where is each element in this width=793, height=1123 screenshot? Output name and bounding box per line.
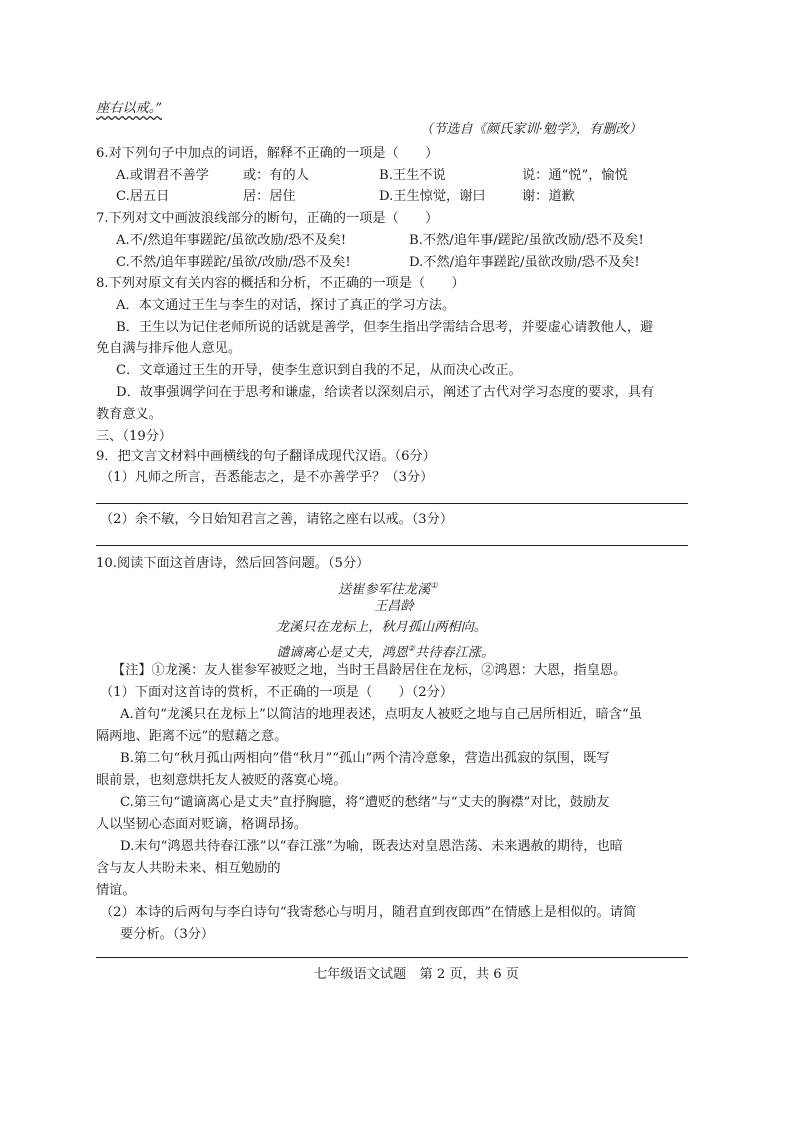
q10-sub2-line2: 要分析。（3分） [120, 927, 215, 942]
poem-title-text: 送崔参军往龙溪 [338, 582, 431, 598]
q8-option-b-line1: B．王生以为记住老师所说的话就是善学，但李生指出学需结合思考，并要虚心请教他人，避 [116, 320, 654, 335]
q7-option-c: C.不然/追年事蹉跎/虽欲/改励/恐不及矣! [116, 255, 351, 270]
q6-option-c-sentence: C.居五日 [116, 189, 170, 204]
q7-option-d: D.不然/追年事蹉跎/虽欲改励/恐不及矣! [409, 255, 640, 270]
q6-option-b-sentence: B.王生不说 [379, 168, 446, 183]
q10-option-b-line1: B.第二句“秋月孤山两相向”借“秋月”“孤山”两个清冷意象，营造出孤寂的氛围，既写 [120, 751, 610, 766]
q9-stem: 9．把文言文材料中画横线的句子翻译成现代汉语。（6分） [96, 449, 436, 464]
passage-end-text: 座右以戒。” [96, 101, 163, 116]
q8-stem: 8.下列对原文有关内容的概括和分析，不正确的一项是（ ） [96, 276, 465, 291]
passage-end [96, 100, 162, 118]
q8-option-d-line2: 教育意义。 [96, 407, 162, 422]
q6-option-b-gloss: 说：通“悦”，愉悦 [522, 168, 628, 183]
poem-annotation: 【注】①龙溪：友人崔参军被贬之地，当时王昌龄居住在龙标，②鸿恩：大恩，指皇恩。 [112, 663, 627, 678]
poem-line-2 [276, 640, 494, 662]
page-footer: 七年级语文试题 第 2 页，共 6 页 [314, 967, 519, 982]
q10-sub2-line1: （2）本诗的后两句与李白诗句“我寄愁心与明月，随君直到夜郎西”在情感上是相似的。请简 [100, 905, 637, 920]
q8-option-c: C．文章通过王生的开导，使李生意识到自我的不足，从而决心改正。 [116, 363, 522, 378]
poem-line-2-note: ② [407, 644, 416, 653]
q9-sub1: （1）凡师之所言，吾悉能志之，是不亦善学乎？（3分） [100, 470, 434, 485]
poet-name: 王昌龄 [374, 599, 414, 614]
q8-option-a: A．本文通过王生与李生的对话，探讨了真正的学习方法。 [116, 298, 456, 313]
q10-answer-line[interactable] [96, 957, 688, 958]
q6-option-d-sentence: D.王生惊觉，谢曰 [379, 189, 486, 204]
source-citation: （节选自《颜氏家训·勉学》，有删改） [420, 122, 642, 137]
q10-option-d-line3: 情谊。 [96, 883, 136, 898]
q10-option-a-line2: 隔两地、距离不远”的慰藉之意。 [96, 729, 288, 744]
poem-title-note: ① [430, 581, 438, 590]
poem-line-2-part1: 谴谪离心是丈夫，鸿恩 [276, 645, 408, 661]
poem-line-2-part2: 共待春江涨。 [415, 645, 495, 661]
section-3-heading: 三、（19分） [96, 429, 173, 444]
q8-option-d-line1: D．故事强调学问在于思考和谦虚，给读者以深刻启示，阐述了古代对学习态度的要求，具有 [116, 385, 655, 400]
q7-option-b: B.不然/追年事/蹉跎/虽欲改励/恐不及矣! [409, 233, 644, 248]
q7-option-a: A.不/然追年事蹉跎/虽欲改励/恐不及矣! [116, 233, 347, 248]
q10-option-b-line2: 眼前景，也刻意烘托友人被贬的落寞心境。 [96, 773, 347, 788]
q6-option-c-gloss: 居：居住 [243, 189, 296, 204]
q10-option-c-line2: 人以坚韧心态面对贬谪，格调昂扬。 [96, 817, 307, 832]
q7-stem: 7.下列对文中画波浪线部分的断句，正确的一项是（ ） [96, 211, 439, 226]
q9-answer-line-2[interactable] [96, 545, 688, 546]
q10-option-d-line2: 含与友人共盼未来、相互勉励的 [96, 861, 281, 876]
q9-sub2: （2）余不敏，今日始知君言之善，请铭之座右以戒。（3分） [100, 512, 454, 527]
q8-option-b-line2: 免自满与排斥他人意见。 [96, 341, 242, 356]
q10-option-d-line1: D.末句“鸿恩共待春江涨”以“春江涨”为喻，既表达对皇恩浩荡、未来遇赦的期待，也暗 [120, 839, 623, 854]
q6-stem: 6.对下列句子中加点的词语，解释不正确的一项是（ ） [96, 146, 439, 161]
q6-option-a-gloss: 或：有的人 [243, 168, 309, 183]
q9-answer-line-1[interactable] [96, 503, 688, 504]
q10-stem: 10.阅读下面这首唐诗，然后回答问题。（5分） [96, 556, 370, 571]
q10-sub1: （1）下面对这首诗的赏析，不正确的一项是（ ）（2分） [100, 685, 454, 700]
q10-option-a-line1: A.首句“龙溪只在龙标上”以简洁的地理表述，点明友人被贬之地与自己居所相近，暗含“虽 [120, 707, 642, 722]
poem-line-1: 龙溪只在龙标上，秋月孤山两相向。 [276, 620, 487, 635]
q10-option-c-line1: C.第三句“谴谪离心是丈夫”直抒胸臆，将“遭贬的愁绪”与“丈夫的胸襟”对比，鼓励友 [120, 795, 610, 810]
q6-option-a-sentence: A.或谓君不善学 [116, 168, 209, 183]
q6-option-d-gloss: 谢：道歉 [522, 189, 575, 204]
poem-title [338, 577, 437, 599]
